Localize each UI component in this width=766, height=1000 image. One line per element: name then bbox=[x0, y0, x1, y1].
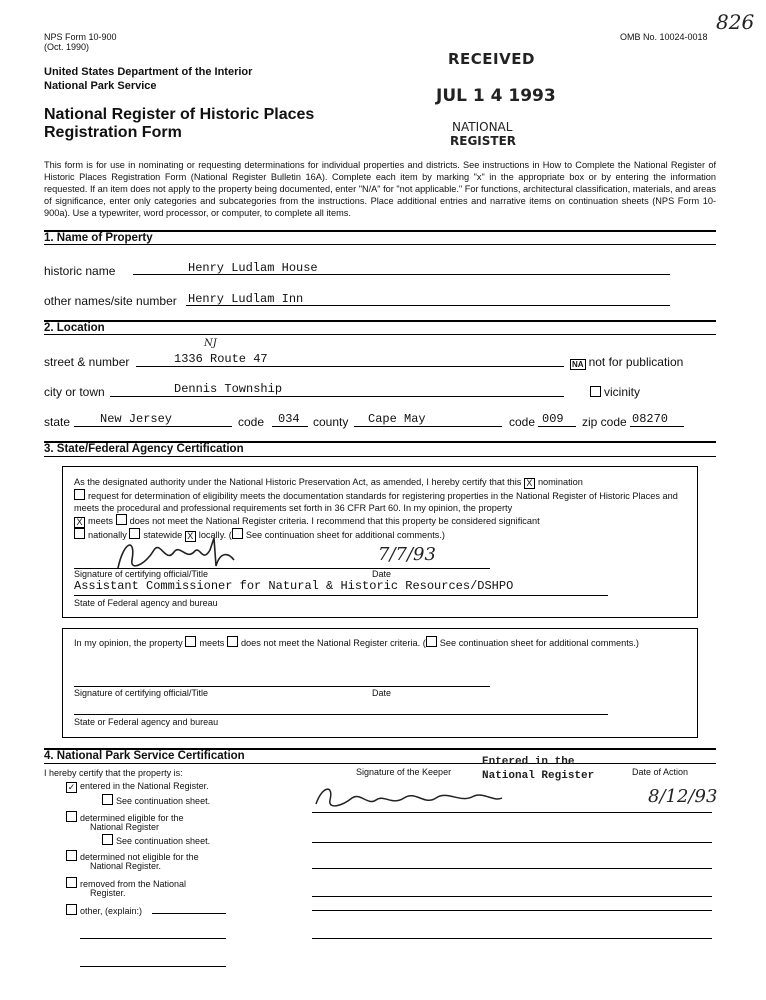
signature-label: Signature of certifying official/Title bbox=[74, 569, 209, 579]
nj-note: NJ bbox=[204, 338, 217, 349]
historic-name-value[interactable]: Henry Ludlam House bbox=[188, 261, 318, 275]
agency2-label: State or Federal agency and bureau bbox=[74, 717, 219, 727]
opt-other-checkbox[interactable] bbox=[66, 904, 77, 915]
street-label: street & number bbox=[44, 355, 130, 369]
nationally-checkbox[interactable] bbox=[74, 528, 85, 539]
form-subtitle: Registration Form bbox=[44, 124, 182, 141]
opt-removed-checkbox[interactable] bbox=[66, 877, 77, 888]
keeper-label: Signature of the Keeper bbox=[356, 767, 452, 777]
op-see-checkbox[interactable] bbox=[426, 636, 437, 647]
entered-stamp-line1: Entered in the bbox=[482, 756, 575, 768]
agency-value[interactable]: Assistant Commissioner for Natural & Historic Resources/DSHPO bbox=[74, 579, 514, 593]
county-value[interactable]: Cape May bbox=[368, 412, 426, 426]
opt-eligible-see[interactable]: See continuation sheet. bbox=[102, 834, 210, 847]
handwritten-number: 826 bbox=[716, 10, 755, 34]
historic-name-label: historic name bbox=[44, 264, 116, 278]
opt-eligible-line2: National Register bbox=[90, 822, 160, 832]
opt-not-eligible-checkbox[interactable] bbox=[66, 850, 77, 861]
locally-checkbox[interactable]: X bbox=[185, 531, 196, 542]
date2-label: Date bbox=[372, 688, 392, 698]
not-for-publication[interactable] bbox=[570, 355, 683, 370]
county-code-label: code bbox=[509, 415, 536, 429]
state-code-label: code bbox=[238, 415, 265, 429]
omb-number: OMB No. 10024-0018 bbox=[620, 32, 708, 42]
other-names-label: other names/site number bbox=[44, 294, 177, 308]
section-1-heading: 1. Name of Property bbox=[44, 232, 153, 244]
opt-eligible[interactable]: determined eligible for the bbox=[66, 811, 184, 824]
vicinity-label: vicinity bbox=[604, 385, 641, 399]
opt-removed[interactable]: removed from the National bbox=[66, 877, 186, 890]
state-code-value[interactable]: 034 bbox=[278, 412, 300, 426]
vicinity[interactable] bbox=[590, 385, 640, 399]
zip-label: zip code bbox=[582, 415, 627, 429]
section-2-heading: 2. Location bbox=[44, 322, 105, 334]
stamp-national: NATIONAL bbox=[452, 120, 513, 134]
op-not-meets-checkbox[interactable] bbox=[227, 636, 238, 647]
date-action-label: Date of Action bbox=[632, 767, 689, 777]
not-meets-checkbox[interactable] bbox=[116, 514, 127, 525]
state-value[interactable]: New Jersey bbox=[100, 412, 173, 426]
service-name: National Park Service bbox=[44, 80, 157, 92]
received-date: JUL 1 4 1993 bbox=[436, 86, 556, 106]
certification-text: As the designated authority under the National Historic Preservation Act, as amended, I hereby certify that this X nomination request for determination of eligibility meets the documentation standards for registering properties in the National Register of Historic Places and meets the procedural and professional requirements set forth in 36 CFR Part 60. In my opinion, the property X meets does not meet the National Register criteria. I recommend that this property be considered significant nationally statewide X locally. ( See continuation sheet for additional comments.) bbox=[74, 477, 678, 541]
opt-entered-see-checkbox[interactable] bbox=[102, 794, 113, 805]
instructions: This form is for use in nominating or requesting determinations for individual properties and districts. See instructions in How to Complete the National Register of Historic Places Registration Form (National Register Bulletin 16A). Complete each item by marking "x" in the appropriate box or by entering the information requested. If an item does not apply to the property being documented, enter "N/A" for "not applicable." For functions, architectural classification, materials, and areas of significance, enter only categories and subcategories from the instructions. Place additional entries and narrative items on continuation sheets (NPS Form 10-900a). Use a typewriter, word processor, or computer, to complete all items. bbox=[44, 160, 716, 218]
keeper-date: 8/12/93 bbox=[648, 786, 718, 807]
dept-name: United States Department of the Interior bbox=[44, 66, 253, 78]
shpo-sign-date: 7/7/93 bbox=[378, 544, 436, 565]
stamp-register: REGISTER bbox=[450, 134, 517, 148]
meets-checkbox[interactable]: X bbox=[74, 517, 85, 528]
opt-other[interactable]: other, (explain:) bbox=[66, 904, 142, 917]
op-meets-checkbox[interactable] bbox=[185, 636, 196, 647]
form-number: NPS Form 10-900 bbox=[44, 32, 117, 42]
street-value[interactable]: 1336 Route 47 bbox=[174, 352, 268, 366]
nfp-checkbox[interactable]: NA bbox=[572, 360, 584, 369]
date-label: Date bbox=[372, 569, 392, 579]
form-date: (Oct. 1990) bbox=[44, 42, 90, 52]
state-label: state bbox=[44, 415, 71, 429]
opt-eligible-checkbox[interactable] bbox=[66, 811, 77, 822]
county-label: county bbox=[313, 415, 349, 429]
opt-entered-checkbox[interactable]: ✓ bbox=[67, 782, 76, 792]
other-names-value[interactable]: Henry Ludlam Inn bbox=[188, 292, 304, 306]
keeper-signature bbox=[312, 780, 512, 814]
entered-stamp-line2: National Register bbox=[482, 770, 595, 782]
nfp-label: not for publication bbox=[588, 355, 684, 369]
opt-removed-line2: Register. bbox=[90, 888, 126, 898]
city-value[interactable]: Dennis Township bbox=[174, 382, 283, 396]
city-label: city or town bbox=[44, 385, 105, 399]
zip-value[interactable]: 08270 bbox=[632, 412, 669, 426]
opt-entered-see[interactable]: See continuation sheet. bbox=[102, 794, 210, 807]
opinion-text: In my opinion, the property meets does not meet the National Register criteria. ( See continuation sheet for additional comments.) bbox=[74, 638, 639, 648]
nomination-checkbox[interactable]: X bbox=[524, 478, 535, 489]
form-title: National Register of Historic Places bbox=[44, 106, 315, 123]
signature2-label: Signature of certifying official/Title bbox=[74, 688, 209, 698]
opt-entered[interactable]: ✓ entered in the National Register. bbox=[67, 781, 209, 792]
received-stamp: RECEIVED bbox=[448, 50, 535, 68]
section-3-heading: 3. State/Federal Agency Certification bbox=[44, 443, 244, 455]
opt-not-eligible[interactable]: determined not eligible for the bbox=[66, 850, 199, 863]
certify-text: I hereby certify that the property is: bbox=[44, 768, 183, 778]
request-checkbox[interactable] bbox=[74, 489, 85, 500]
opt-not-eligible-line2: National Register. bbox=[90, 861, 162, 871]
opt-eligible-see-checkbox[interactable] bbox=[102, 834, 113, 845]
section-4-heading: 4. National Park Service Certification bbox=[44, 750, 245, 762]
county-code-value[interactable]: 009 bbox=[542, 412, 564, 426]
vicinity-checkbox[interactable] bbox=[590, 386, 601, 397]
agency-label: State of Federal agency and bureau bbox=[74, 598, 218, 608]
